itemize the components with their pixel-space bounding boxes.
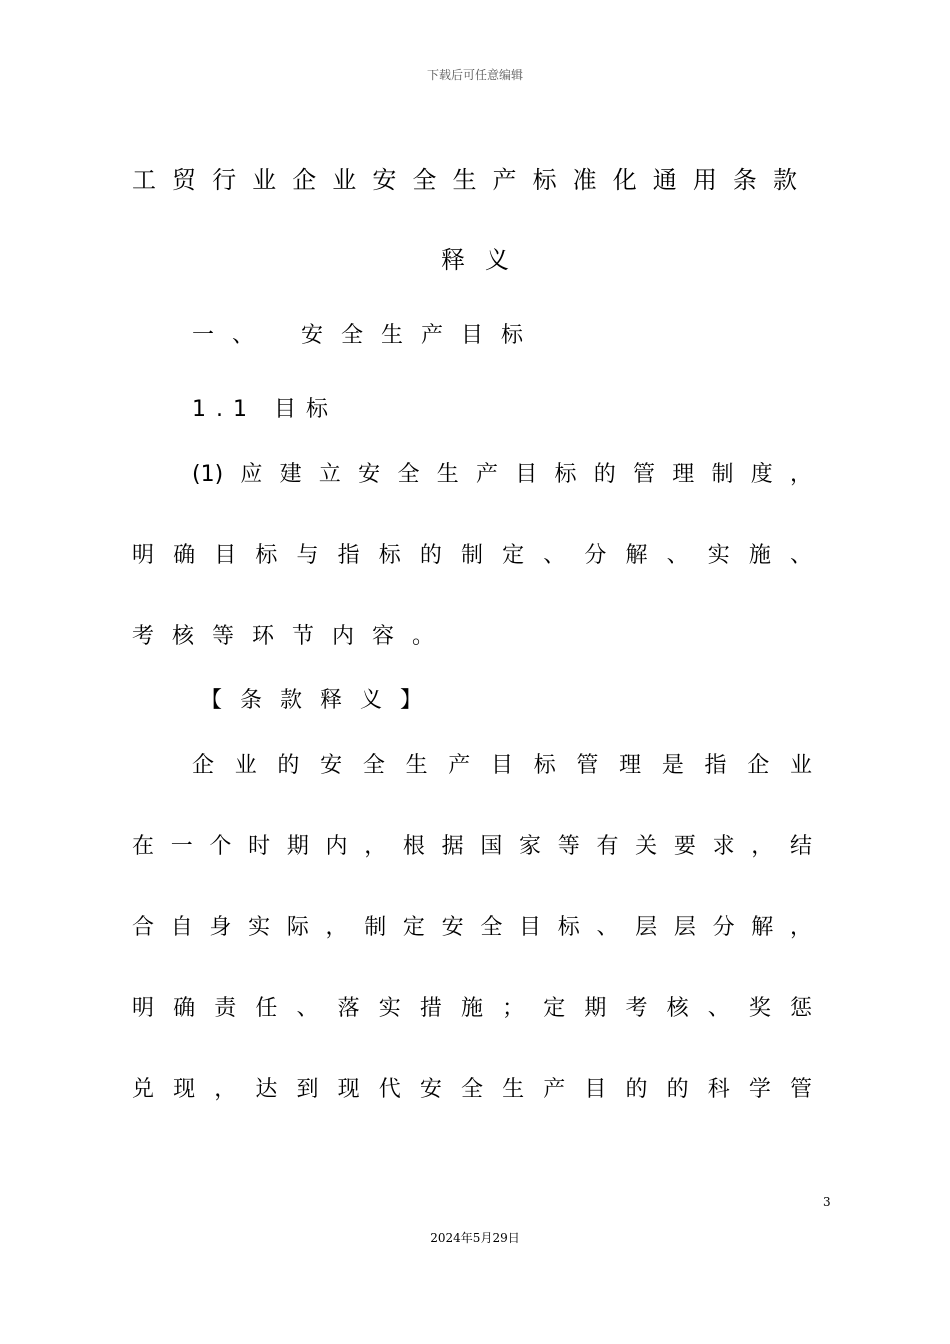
explanation-line-3: 合自身实际，制定安全目标、层层分解，	[132, 915, 812, 940]
explanation-line-1: 企业的安全生产目标管理是指企业	[192, 753, 812, 778]
page-number: 3	[823, 1195, 831, 1209]
subsection-heading: 1.1 目标	[192, 397, 338, 422]
clause-line-3: 考核等环节内容。	[132, 624, 453, 649]
clause-line-2: 明确目标与指标的制定、分解、实施、	[132, 543, 812, 568]
footer-date: 2024年5月29日	[430, 1231, 520, 1245]
page-header: 下载后可任意编辑	[426, 68, 523, 82]
explanation-line-5: 兑现，达到现代安全生产目的的科学管	[132, 1077, 812, 1102]
document-title-line1: 工贸行业企业安全生产标准化通用条款	[132, 166, 812, 194]
document-title-line2: 释义	[441, 246, 529, 274]
clause-line-1: (1)应建立安全生产目标的管理制度，	[192, 462, 812, 487]
section-heading: 一、 安全生产目标	[192, 323, 542, 348]
explanation-heading: 【条款释义】	[200, 688, 441, 713]
explanation-line-2: 在一个时期内，根据国家等有关要求，结	[132, 834, 812, 859]
explanation-line-4: 明确责任、落实措施；定期考核、奖惩	[132, 996, 812, 1021]
